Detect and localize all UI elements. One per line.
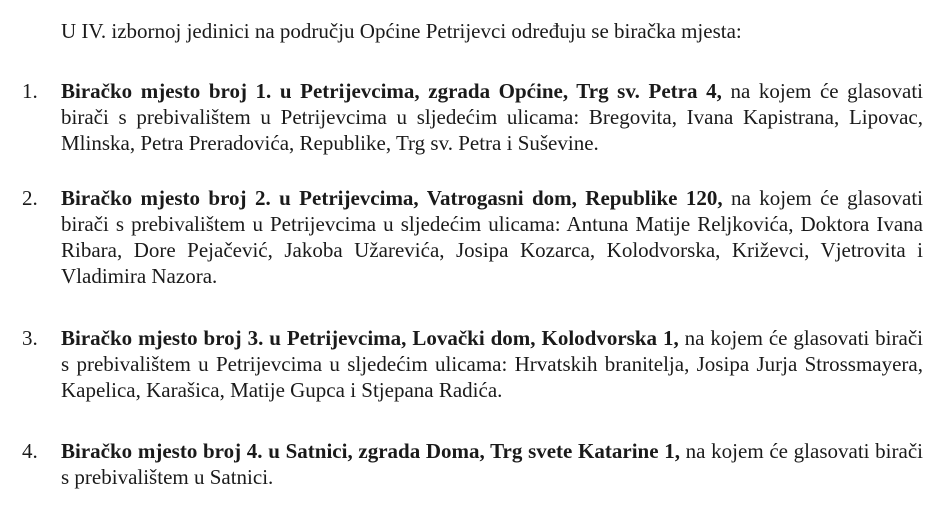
item-bold-heading: Biračko mjesto broj 1. u Petrijevcima, zgrada Općine, Trg sv. Petra 4,	[61, 79, 722, 103]
item-body: na kojem će glasovati birači s prebivalištem u Petrijevcima u sljedećim ulicama: Bregovita, Ivana Kapistrana, Lipovac, Mlinska, Petra Preradovića, Republike, Trg sv. Petra i Suševine.	[61, 79, 923, 155]
item-text	[61, 325, 923, 403]
item-text	[61, 438, 923, 490]
item-body: na kojem će glasovati birači s prebivalištem u Satnici.	[61, 439, 923, 489]
item-number: 2.	[22, 186, 38, 210]
item-body: na kojem će glasovati birači s prebivalištem u Petrijevcima u sljedećim ulicama: Antuna Matije Reljkovića, Doktora Ivana Ribara, Dore Pejačević, Jakoba Užarevića, Josipa Kozarca, Kolodvorska, Križevci, Vjetrovita i Vladimira Nazora.	[61, 186, 923, 288]
item-bold-heading: Biračko mjesto broj 4. u Satnici, zgrada Doma, Trg svete Katarine 1,	[61, 439, 680, 463]
item-number: 4.	[22, 439, 38, 463]
item-text	[61, 185, 923, 289]
item-bold-heading: Biračko mjesto broj 2. u Petrijevcima, Vatrogasni dom, Republike 120,	[61, 186, 723, 210]
item-bold-heading: Biračko mjesto broj 3. u Petrijevcima, Lovački dom, Kolodvorska 1,	[61, 326, 679, 350]
intro-paragraph: U IV. izbornoj jedinici na području Općine Petrijevci određuju se biračka mjesta:	[61, 19, 742, 43]
item-number: 3.	[22, 326, 38, 350]
item-body: na kojem će glasovati birači s prebivalištem u Petrijevcima u sljedećim ulicama: Hrvatskih branitelja, Josipa Jurja Strossmayera, Kapelica, Karašica, Matije Gupca i Stjepana Radića.	[61, 326, 923, 402]
item-number: 1.	[22, 79, 38, 103]
item-text	[61, 78, 923, 156]
